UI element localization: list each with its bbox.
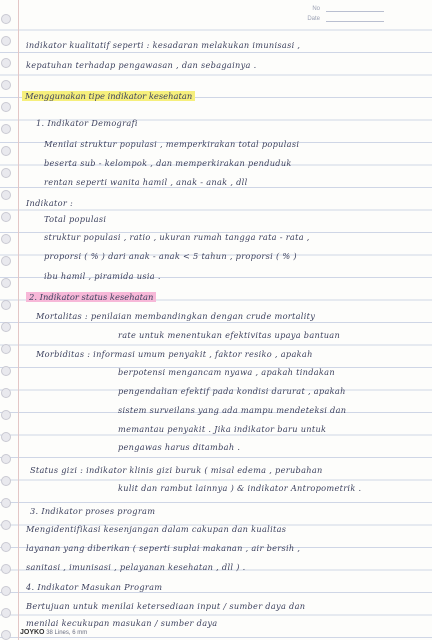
binder-hole	[1, 498, 11, 508]
binder-hole	[1, 366, 11, 376]
text-line: berpotensi mengancam nyawa , apakah tindakan	[118, 367, 335, 377]
binder-hole	[1, 608, 11, 618]
binder-hole	[1, 234, 11, 244]
text-line: pengendalian efektif pada kondisi darurat , apakah	[118, 386, 346, 396]
binder-hole	[1, 432, 11, 442]
date-underline	[326, 21, 384, 22]
text-line: Bertujuan untuk menilai ketersediaan input / sumber daya dan	[26, 601, 306, 611]
margin-line	[18, 0, 19, 640]
notebook-footer	[20, 629, 87, 636]
text-line: menilai kecukupan masukan / sumber daya	[26, 618, 218, 628]
binder-hole	[1, 124, 11, 134]
binder-hole	[1, 564, 11, 574]
binder-hole	[1, 542, 11, 552]
binder-hole	[1, 476, 11, 486]
text-line: Status gizi : indikator klinis gizi buruk ( misal edema , perubahan	[30, 465, 323, 475]
binder-holes	[0, 0, 14, 640]
text-line: Indikator :	[26, 198, 74, 208]
brand-logo: JOYKO	[20, 629, 45, 636]
no-field	[312, 6, 384, 12]
binder-hole	[1, 344, 11, 354]
binder-hole	[1, 80, 11, 90]
binder-hole	[1, 300, 11, 310]
binder-hole	[1, 212, 11, 222]
binder-hole	[1, 102, 11, 112]
text-line: Morbiditas : informasi umum penyakit , faktor resiko , apakah	[36, 349, 313, 359]
binder-hole	[1, 278, 11, 288]
text-line: ibu hamil , piramida usia .	[44, 271, 161, 281]
text-line: memantau penyakit . Jika indikator baru untuk	[118, 424, 327, 434]
section-heading: 2. Indikator status kesehatan	[26, 292, 156, 302]
ruling-info: 38 Lines, 6 mm	[46, 630, 88, 636]
no-label: No	[312, 6, 320, 12]
binder-hole	[1, 410, 11, 420]
text-line: Total populasi	[44, 214, 107, 224]
binder-hole	[1, 58, 11, 68]
section-heading: Menggunakan tipe indikator kesehatan	[22, 91, 195, 101]
binder-hole	[1, 586, 11, 596]
date-field	[307, 16, 384, 22]
text-line: kulit dan rambut lainnya ) & indikator Antropometrik .	[118, 483, 362, 493]
text-line: rate untuk menentukan efektivitas upaya bantuan	[118, 330, 341, 340]
text-line: proporsi ( % ) dari anak - anak < 5 tahun , proporsi ( % )	[44, 251, 297, 261]
text-line: sanitasi , imunisasi , pelayanan kesehatan , dll ) .	[26, 562, 246, 572]
text-line: beserta sub - kelompok , dan memperkirakan penduduk	[44, 158, 292, 168]
text-line: indikator kualitatif seperti : kesadaran melakukan imunisasi ,	[26, 40, 301, 50]
text-line: 3. Indikator proses program	[30, 506, 156, 516]
text-line: struktur populasi , ratio , ukuran rumah tangga rata - rata ,	[44, 232, 310, 242]
binder-hole	[1, 14, 11, 24]
no-underline	[326, 11, 384, 12]
binder-hole	[1, 388, 11, 398]
text-line: layanan yang diberikan ( seperti suplai makanan , air bersih ,	[26, 543, 301, 553]
binder-hole	[1, 454, 11, 464]
text-line: kepatuhan terhadap pengawasan , dan sebagainya .	[26, 60, 257, 70]
binder-hole	[1, 168, 11, 178]
text-line: 4. Indikator Masukan Program	[26, 582, 163, 592]
binder-hole	[1, 322, 11, 332]
text-line: Menilai struktur populasi , memperkirakan total populasi	[44, 139, 300, 149]
text-line: rentan seperti wanita hamil , anak - anak , dll	[44, 177, 248, 187]
text-line: pengawas harus ditambah .	[118, 442, 241, 452]
binder-hole	[1, 36, 11, 46]
binder-hole	[1, 630, 11, 640]
binder-hole	[1, 256, 11, 266]
date-label: Date	[307, 16, 320, 22]
text-line: Mengidentifikasi kesenjangan dalam cakupan dan kualitas	[26, 524, 287, 534]
binder-hole	[1, 146, 11, 156]
text-line: Mortalitas : penilaian membandingkan dengan crude mortality	[36, 311, 316, 321]
text-line: 1. Indikator Demografi	[36, 118, 138, 128]
binder-hole	[1, 190, 11, 200]
binder-hole	[1, 520, 11, 530]
text-line: sistem surveilans yang ada mampu mendeteksi dan	[118, 405, 347, 415]
